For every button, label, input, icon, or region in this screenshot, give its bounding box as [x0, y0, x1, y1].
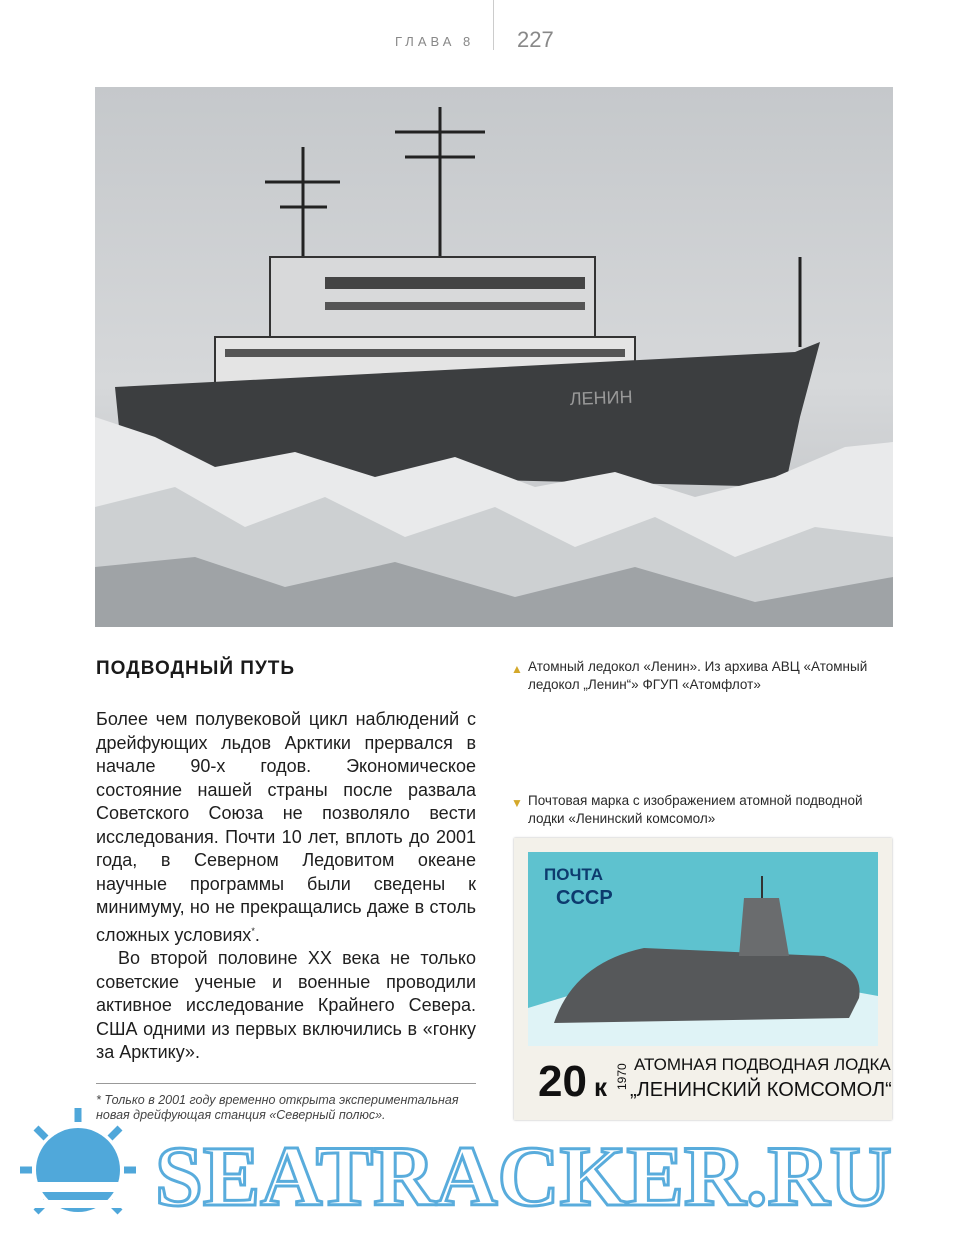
section-heading: ПОДВОДНЫЙ ПУТЬ — [96, 658, 296, 679]
triangle-down-icon: ▼ — [511, 796, 523, 810]
paragraph-1-end: . — [254, 924, 260, 945]
triangle-up-icon: ▲ — [511, 662, 523, 676]
stamp-year: 1970 — [615, 1063, 629, 1090]
ship-name: ЛЕНИН — [569, 386, 633, 409]
header-divider — [493, 0, 494, 50]
icebreaker-photo — [95, 87, 893, 627]
stamp-caption — [511, 792, 868, 828]
stamp-top-line1: ПОЧТА — [544, 865, 603, 884]
stamp-caption-text: Почтовая марка с изображением атомной подводной лодки «Ленинский комсомол» — [528, 793, 863, 826]
chapter-label: ГЛАВА 8 — [395, 34, 475, 49]
paragraph-2: Во второй половине XX века не только советские ученые и военные проводили активное исследование Крайнего Севера. США одними из первых включились в «гонку за Арктику». — [96, 948, 476, 1062]
stamp-value: 20 — [538, 1057, 587, 1106]
sun-logo-icon — [0, 1108, 160, 1212]
body-text — [96, 708, 476, 1065]
icebreaker-caption — [511, 658, 868, 694]
footnote-mark: * — [96, 1093, 101, 1107]
stamp-title-line2: „ЛЕНИНСКИЙ КОМСОМОЛ“ — [630, 1079, 892, 1101]
footnote-divider — [96, 1083, 476, 1084]
page-number: 227 — [517, 27, 554, 52]
watermark — [0, 1100, 975, 1241]
footnote-text: Только в 2001 году временно открыта экспериментальная новая дрейфующая станция «Северный полюс». — [96, 1093, 459, 1122]
stamp-unit: к — [594, 1072, 608, 1102]
footnote-reference[interactable]: * — [251, 925, 255, 936]
paragraph-1 — [96, 708, 476, 947]
stamp-top-line2: СССР — [556, 887, 613, 909]
postage-stamp — [514, 838, 892, 1120]
stamp-title-line1: АТОМНАЯ ПОДВОДНАЯ ЛОДКА — [634, 1055, 891, 1074]
icebreaker-caption-text: Атомный ледокол «Ленин». Из архива АВЦ «Атомный ледокол „Ленин“» ФГУП «Атомфлот» — [528, 659, 868, 692]
paragraph-1-text: Более чем полувековой цикл наблюдений с дрейфующих льдов Арктики прервался в начале 90-х годов. Экономическое состояние нашей страны после развала Советского Союза не позволяло вести исследования. Почти 10 лет, вплоть до 2001 года, в Северном Ледовитом океане научные программы были сведены к минимуму, но не прекращались даже в столь сложных условиях — [96, 709, 476, 945]
watermark-text: SEATRACKER.RU — [155, 1128, 892, 1224]
